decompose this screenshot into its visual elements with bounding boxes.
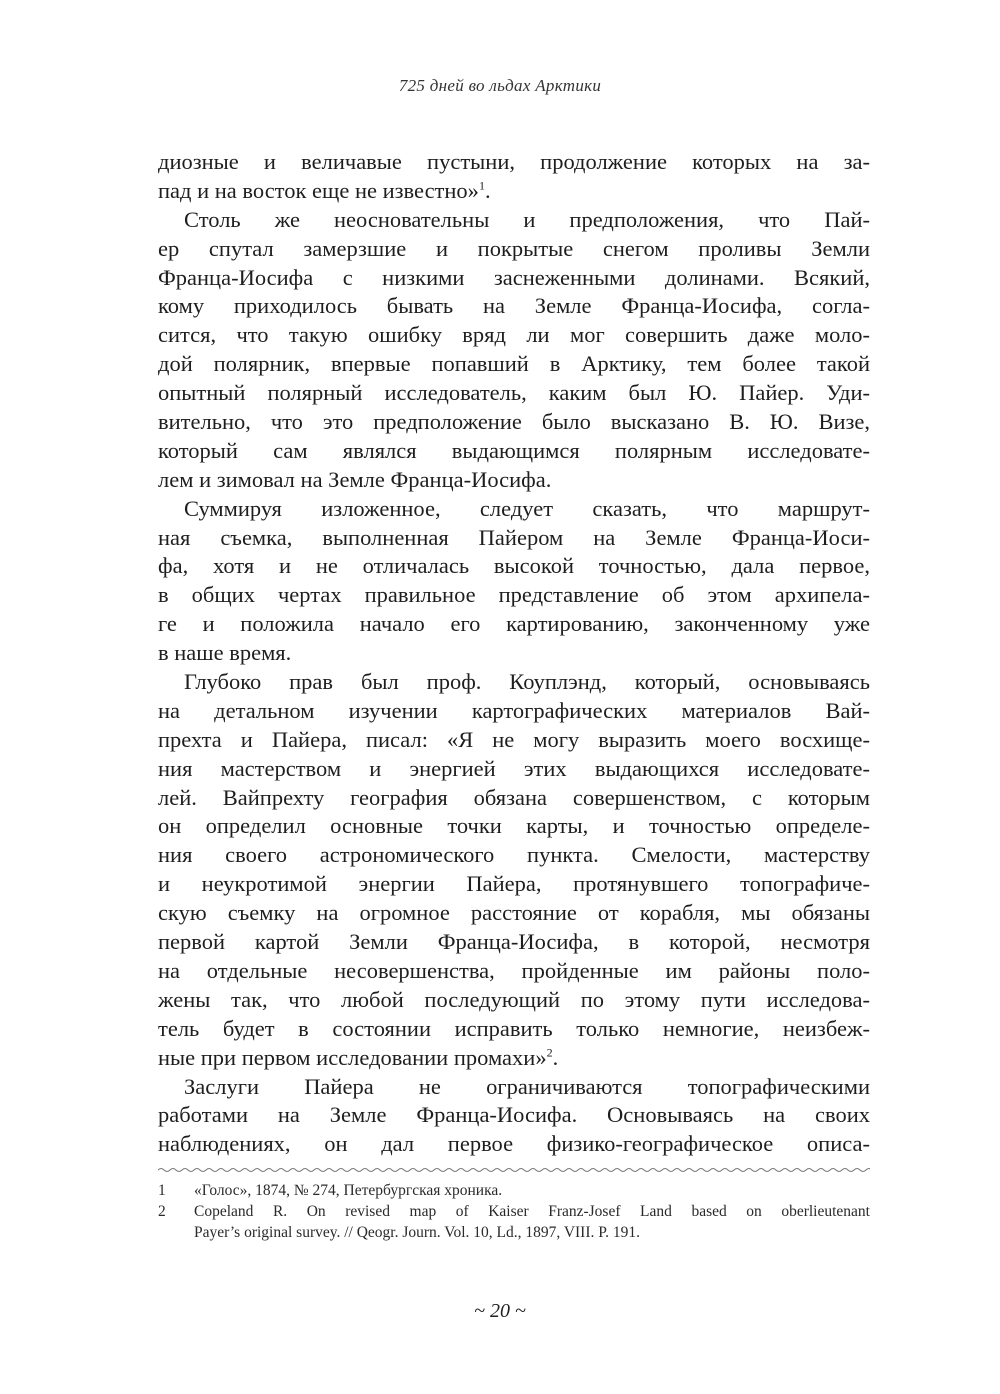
text-line: скую съемку на огромное расстояние от корабля, мы обязаны [158, 900, 870, 926]
text-line: на отдельные несовершенства, пройденные им районы поло- [158, 957, 870, 983]
text-line: в наше время. [158, 640, 292, 666]
footnote [158, 1180, 870, 1201]
text-line: ные при первом исследовании промахи»$^2$. [158, 1044, 559, 1070]
text-line: Суммируя изложенное, следует сказать, что маршрут- [184, 495, 870, 521]
text-line: сится, что такую ошибку вряд ли мог совершить даже моло- [158, 322, 870, 348]
footnotes [158, 1180, 870, 1243]
text-line: лей. Вайпрехту география обязана совершенством, с которым [158, 784, 870, 810]
text-line: ния своего астрономического пункта. Смелости, мастерству [158, 842, 870, 868]
text-line: Заслуги Пайера не ограничиваются топографическими [184, 1073, 870, 1099]
text-line: ер спутал замерзшие и покрытые снегом проливы Земли [158, 235, 870, 261]
text-line: фа, хотя и не отличалась высокой точностью, дала первое, [158, 553, 870, 579]
footnote-number: 2 [158, 1203, 166, 1220]
text-line: на детальном изучении картографических материалов Вай- [158, 697, 870, 723]
text-line: тель будет в состоянии исправить только немногие, неизбеж- [158, 1015, 870, 1041]
running-header: 725 дней во льдах Арктики [398, 76, 602, 95]
footnote-number: 1 [158, 1182, 166, 1199]
text-line: и неукротимой энергии Пайера, протянувшего топографиче- [158, 871, 870, 897]
text-line: в общих чертах правильное представление об этом архипела- [158, 582, 870, 608]
text-line: прехта и Пайера, писал: «Я не могу выразить моего восхище- [158, 726, 870, 752]
footnote-text: Copeland R. On revised map of Kaiser Franz-Josef Land based on oberlieutenant [194, 1203, 870, 1220]
text-line: Столь же неосновательны и предположения, что Пай- [184, 206, 870, 232]
text-line: он определил основные точки карты, и точностью определе- [158, 813, 870, 839]
footnote [158, 1201, 870, 1243]
text-line: который сам являлся выдающимся полярным исследовате- [158, 437, 870, 463]
footnote-text: «Голос», 1874, № 274, Петербургская хроника. [194, 1182, 503, 1199]
footnote-divider [158, 1166, 870, 1174]
page-number: ~ 20 ~ [474, 1300, 526, 1322]
text-line: наблюдениях, он дал первое физико-географическое описа- [158, 1131, 870, 1157]
text-line: ге и положила начало его картированию, законченному уже [158, 611, 870, 637]
text-line: дой полярник, впервые попавший в Арктику, тем более такой [158, 351, 870, 377]
footnote-ref[interactable]: 1 [478, 178, 485, 193]
body-text [158, 148, 870, 1159]
footnote-text: Payer’s original survey. // Qeogr. Journ. Vol. 10, Ld., 1897, VIII. P. 191. [194, 1224, 641, 1241]
text-line: пад и на восток еще не известно»$^1$. [158, 177, 491, 203]
text-line: работами на Земле Франца-Иосифа. Основываясь на своих [158, 1102, 870, 1128]
text-line: жены так, что любой последующий по этому пути исследова- [158, 986, 870, 1012]
text-line: кому приходилось бывать на Земле Франца-Иосифа, согла- [158, 293, 870, 319]
text-line: ная съемка, выполненная Пайером на Земле Франца-Иоси- [158, 524, 870, 550]
text-line: ния мастерством и энергией этих выдающихся исследовате- [158, 755, 870, 781]
footnote-ref[interactable]: 2 [546, 1045, 553, 1060]
text-line: Глубоко прав был проф. Коуплэнд, который, основываясь [184, 669, 870, 695]
text-line: Франца-Иосифа с низкими заснеженными долинами. Всякий, [158, 264, 870, 290]
text-line: лем и зимовал на Земле Франца-Иосифа. [158, 466, 552, 492]
text-line: диозные и величавые пустыни, продолжение которых на за- [158, 149, 870, 174]
text-line: первой картой Земли Франца-Иосифа, в которой, несмотря [158, 929, 870, 955]
text-line: вительно, что это предположение было высказано В. Ю. Визе, [158, 409, 870, 435]
text-line: опытный полярный исследователь, каким был Ю. Пайер. Уди- [158, 380, 870, 406]
